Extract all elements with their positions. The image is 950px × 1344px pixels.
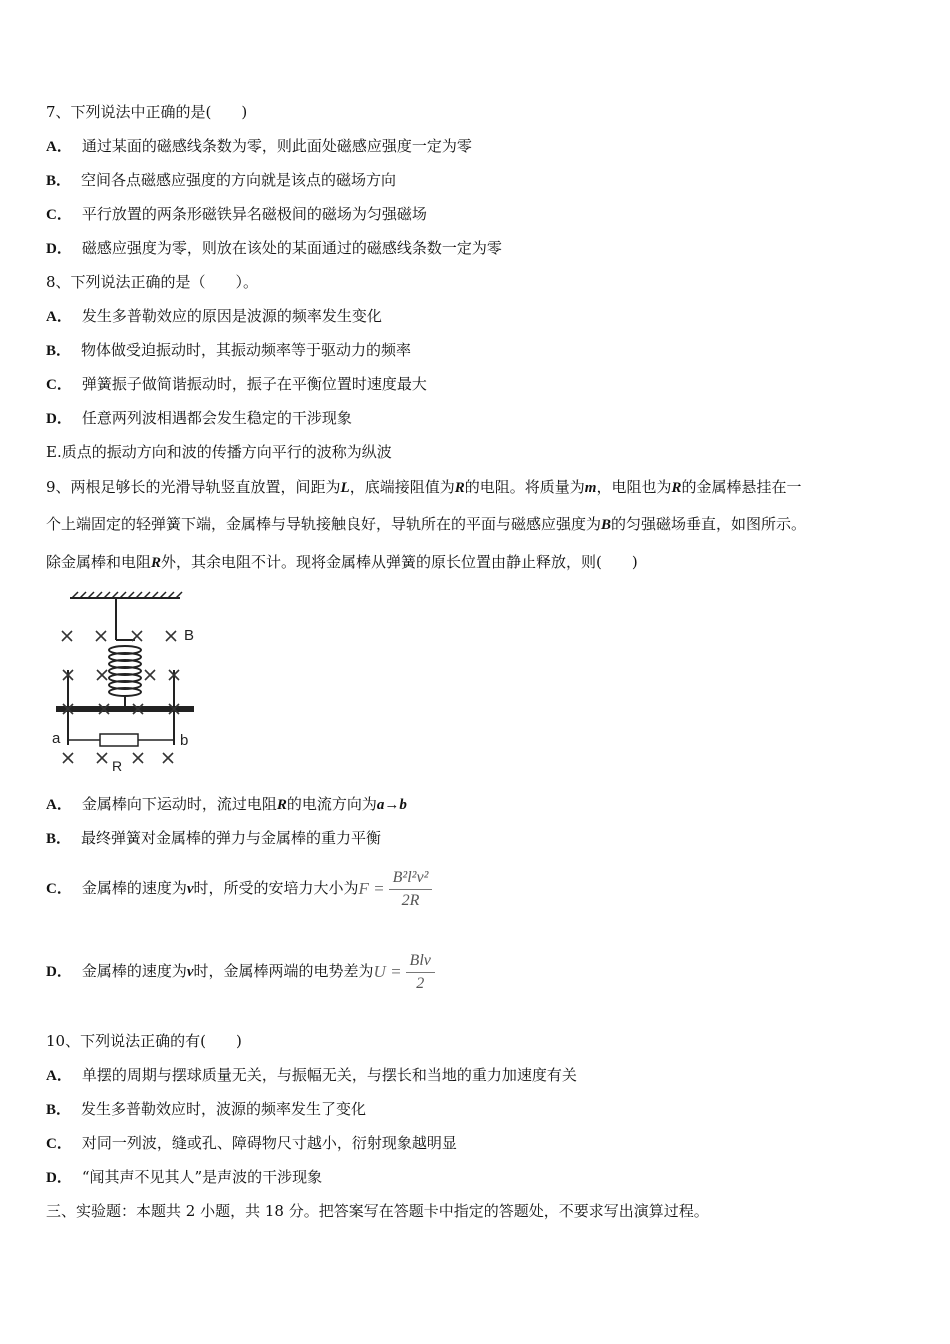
option-letter: A． (46, 139, 72, 155)
q10-option-d (46, 1167, 322, 1188)
option-letter: A． (46, 797, 72, 813)
option-text: 发生多普勒效应时，波源的频率发生了变化 (81, 1100, 367, 1118)
option-letter: A． (46, 309, 72, 325)
ceiling-hatch (70, 592, 182, 598)
formula-lhs: U = (373, 962, 402, 981)
option-letter: D． (46, 411, 72, 427)
var-B: B (601, 517, 612, 533)
option-text: 磁感应强度为零，则放在该处的某面通过的磁感线条数一定为零 (81, 239, 502, 257)
q7-stem: 7、下列说法中正确的是( ) (46, 103, 248, 121)
option-text: 单摆的周期与摆球质量无关，与振幅无关，与摆长和当地的重力加速度有关 (81, 1066, 577, 1084)
fraction-denominator: 2R (401, 891, 420, 909)
fraction-numerator: Blv (406, 952, 435, 973)
var-v: v (186, 881, 194, 897)
option-text: 时，所受的安培力大小为 (193, 879, 359, 897)
option-text: 时，金属棒两端的电势差为 (193, 962, 374, 980)
option-letter: D． (46, 964, 72, 980)
option-letter: D． (46, 241, 72, 257)
option-text: 的电流方向为 (286, 795, 377, 813)
option-text: 金属棒的速度为 (81, 962, 187, 980)
option-text: 平行放置的两条形磁铁异名磁极间的磁场为匀强磁场 (81, 205, 427, 223)
circuit-wire (68, 740, 100, 745)
q8-option-b (46, 340, 411, 361)
q9-option-b (46, 828, 381, 849)
var-R: R (151, 555, 162, 571)
option-letter: B． (46, 173, 72, 189)
q9-stem-line1 (46, 477, 801, 498)
var-m: m (584, 480, 597, 496)
q10-option-a (46, 1065, 577, 1086)
q7-option-b (46, 170, 396, 191)
label-b: b (180, 732, 189, 749)
q9-stem-line2 (46, 514, 806, 535)
text: 外，其余电阻不计。现将金属棒从弹簧的原长位置由静止释放，则( ) (161, 553, 638, 571)
q10-option-c (46, 1133, 457, 1154)
option-text: 通过某面的磁感线条数为零，则此面处磁感应强度一定为零 (81, 137, 472, 155)
var-R: R (454, 480, 465, 496)
option-letter: C． (46, 881, 72, 897)
option-text: 金属棒的速度为 (81, 879, 187, 897)
label-B: B (184, 627, 195, 644)
option-letter: C． (46, 377, 72, 393)
option-text: 最终弹簧对金属棒的弹力与金属棒的重力平衡 (81, 829, 382, 847)
q7-option-a (46, 136, 472, 157)
q9-option-d (46, 945, 435, 998)
option-text: 物体做受迫振动时，其振动频率等于驱动力的频率 (81, 341, 412, 359)
formula-fraction (406, 952, 435, 993)
var-v: v (186, 964, 194, 980)
resistor (100, 734, 138, 746)
q10-stem: 10、下列说法正确的有( ) (46, 1032, 242, 1050)
spring-rail-figure (50, 590, 210, 775)
q8-option-e: E.质点的振动方向和波的传播方向平行的波称为纵波 (46, 443, 392, 461)
option-letter: B． (46, 1102, 72, 1118)
option-text: 弹簧振子做简谐振动时，振子在平衡位置时速度最大 (81, 375, 427, 393)
option-text: 发生多普勒效应的原因是波源的频率发生变化 (81, 307, 382, 325)
option-text: 对同一列波，缝或孔、障碍物尺寸越小，衍射现象越明显 (81, 1134, 457, 1152)
option-letter: A． (46, 1068, 72, 1084)
var-R: R (276, 797, 287, 813)
text: 9、两根足够长的光滑导轨竖直放置，间距为 (46, 478, 341, 496)
spring-coil (109, 646, 141, 696)
option-text: “闻其声不见其人”是声波的干涉现象 (81, 1168, 323, 1186)
text: 个上端固定的轻弹簧下端，金属棒与导轨接触良好，导轨所在的平面与磁感应强度为 (46, 515, 602, 533)
q8-option-c (46, 374, 427, 395)
q7-option-c (46, 204, 427, 225)
text: ，底端接阻值为 (349, 478, 455, 496)
option-letter: B． (46, 343, 72, 359)
q7-option-d (46, 238, 502, 259)
q9-option-c (46, 862, 432, 915)
text: ，电阻也为 (596, 478, 672, 496)
formula-lhs: F = (358, 879, 385, 898)
current-direction: a→b (376, 797, 407, 813)
text: 除金属棒和电阻 (46, 553, 152, 571)
formula-fraction (389, 869, 433, 910)
text: 的匀强磁场垂直，如图所示。 (611, 515, 807, 533)
q10-option-b (46, 1099, 366, 1120)
q8-option-d (46, 408, 352, 429)
fraction-denominator: 2 (416, 974, 425, 992)
label-R: R (112, 758, 123, 774)
circuit-wire (138, 740, 174, 745)
fraction-numerator: B²l²v² (389, 869, 433, 890)
q9-stem-line3 (46, 552, 638, 573)
section-3-heading: 三、实验题：本题共 2 小题，共 18 分。把答案写在答题卡中指定的答题处，不要求写出演算过程。 (46, 1202, 709, 1220)
label-a: a (52, 730, 61, 747)
option-text: 金属棒向下运动时，流过电阻 (81, 795, 277, 813)
text: 的金属棒悬挂在一 (681, 478, 802, 496)
option-letter: D． (46, 1170, 72, 1186)
q8-stem: 8、下列说法正确的是（ ）。 (46, 273, 259, 291)
q9-option-a (46, 794, 407, 815)
text: 的电阻。将质量为 (464, 478, 585, 496)
var-R: R (671, 480, 682, 496)
option-letter: B． (46, 831, 72, 847)
option-text: 任意两列波相遇都会发生稳定的干涉现象 (81, 409, 352, 427)
q8-option-a (46, 306, 382, 327)
option-letter: C． (46, 207, 72, 223)
var-L: L (340, 480, 350, 496)
option-text: 空间各点磁感应强度的方向就是该点的磁场方向 (81, 171, 397, 189)
option-letter: C． (46, 1136, 72, 1152)
